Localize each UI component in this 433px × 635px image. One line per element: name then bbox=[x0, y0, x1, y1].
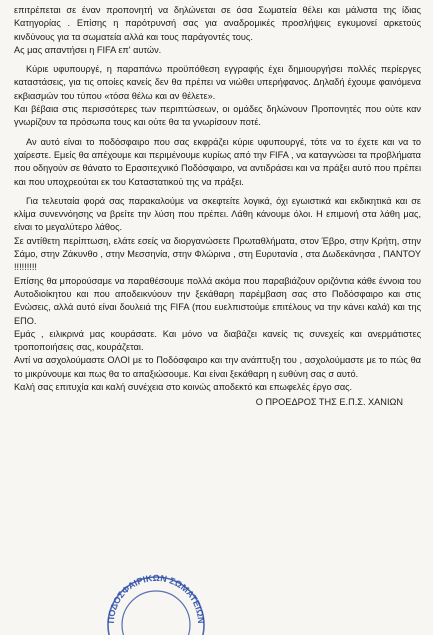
paragraph: Αντί να ασχολούμαστε ΟΛΟΙ με το Ποδόσφαιρο και την ανάπτυξη του , ασχολούμαστε με το πώς θα το μικρύνουμε και πως θα το απαξιώσουμε. Και είναι ξεκάθαρη η ευθύνη σας σ αυτό. bbox=[14, 355, 421, 379]
paragraph: Σε αντίθετη περίπτωση, ελάτε εσείς να διοργανώσετε Πρωταθλήματα, στον Έβρο, στην Κρήτη, στην Σάμο, στην Ζάκυνθο , στην Μεσσηνία, στην Φλώρινα , στη Ευρυτανία , στα Δωδεκάνησα , ΠΑΝΤΟΥ !!!!!!!!! bbox=[14, 235, 421, 273]
letter-body bbox=[14, 4, 421, 394]
paragraph: Ας μας απαντήσει η FIFA επ' αυτών. bbox=[14, 44, 162, 55]
paragraph: Επίσης θα μπορούσαμε να παραθέσουμε πολλά ακόμα που παραβιάζουν οριζόντια κάθε έννοια του Αυτοδιοίκητου και που αποδεικνύουν την ξεκάθαρη παρέμβαση σας στο Ποδόσφαιρο και στις Ενώσεις, αλλά αυτό είναι δουλειά της FIFA (που ευελπιστούμε επιτέλους να την κάνει καλά) και της ΕΠΟ. bbox=[14, 275, 421, 326]
paragraph: Κύριε υφυπουργέ, η παραπάνω προϋπόθεση εγγραφής έχει δημιουργήσει πολλές περίεργες καταστάσεις, για τις οποίες κανείς δεν θα πρέπει να νιώθει υπερήφανος. Δηλαδή έχουμε φαινόμενα εκβιασμών του τύπου «τόσα θέλω και αν θέλετε». bbox=[14, 64, 421, 101]
closing-signature: Ο ΠΡΟΕΔΡΟΣ ΤΗΣ Ε.Π.Σ. ΧΑΝΙΩΝ bbox=[255, 397, 403, 408]
paragraph: Και βέβαια στις περισσότερες των περιπτώσεων, οι ομάδες δηλώνουν Προπονητές που ούτε καν γνωρίζουν τα πρόσωπα τους και ούτε θα τα γνωρίσουν ποτέ. bbox=[14, 104, 421, 128]
signature-row bbox=[14, 396, 421, 409]
paragraph: Για τελευταία φορά σας παρακαλούμε να σκεφτείτε λογικά, όχι εγωιστικά και εκδικητικά και σε κλίμα συνεννόησης να βρείτε την λύση που πρέπει. Λάθη κάνουμε όλοι. Η επιμονή στα λάθη μας, είναι το μεγαλύτερο λάθος. bbox=[14, 195, 421, 233]
seal-arc-text: ΠΟΔΟΣΦΑΙΡΙΚΩΝ ΣΩΜΑΤΕΙΩΝ bbox=[105, 572, 207, 624]
paragraph: Καλή σας επιτυχία και καλή συνέχεια στο κοινώς αποδεκτό και επωφελές έργο σας. bbox=[14, 382, 353, 393]
svg-text:ΠΟΔΟΣΦΑΙΡΙΚΩΝ ΣΩΜΑΤΕΙΩΝ bbox=[106, 573, 206, 624]
paragraph: Αν αυτό είναι το ποδόσφαιρο που σας εκφράζει κύριε υφυπουργέ, τότε να το έχετε και να το χαίρεστε. Εμείς θα απέχουμε και περιμένουμε κυρίως από την FIFA , να καταγνώσει τα προβλήματα που οδηγούν σε θάνατο το Ερασιτεχνικό Ποδόσφαιρο, να αντιδράσει και να πράξει αυτό που πρέπει και που υποχρεούται εκ του Καταστατικού της να πράξει. bbox=[14, 136, 421, 187]
association-seal-stamp bbox=[96, 565, 216, 635]
paragraph: Εμάς , ειλικρινά μας κουράσατε. Και μόνο να διαβάζει κανείς τις συνεχείς και ανερμάτιστες τροποποιήσεις σας, κουράζεται. bbox=[14, 328, 421, 353]
paragraph: επιτρέπεται σε έναν προπονητή να δηλώνεται σε όσα Σωματεία θέλει και μάλιστα της ίδιας Κατηγορίας . Επίσης η παρότρυνσή σας για αναδρομικές προσλήψεις εγκυμονεί αρκετούς κινδύνους για τα σωματεία αλλά και τους παράγοντές τους. bbox=[14, 5, 421, 42]
